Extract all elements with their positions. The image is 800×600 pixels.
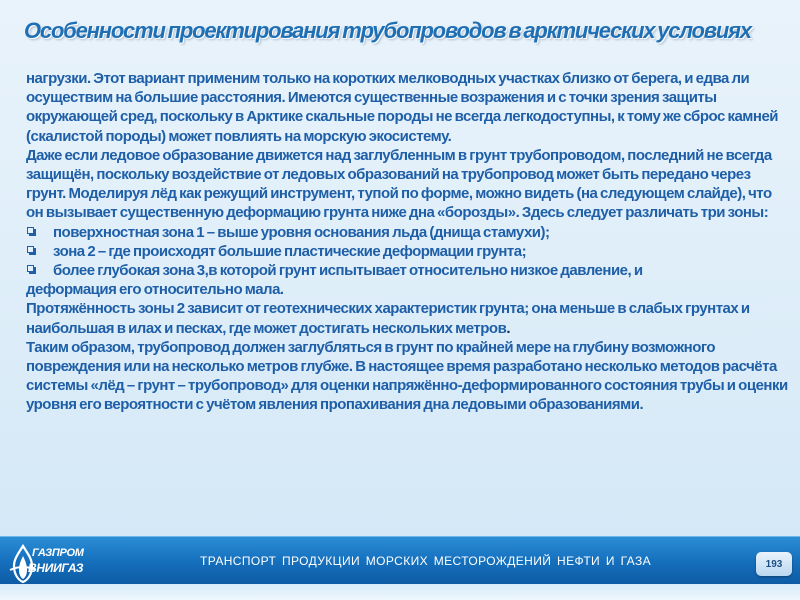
slide-title: Особенности проектирования трубопроводов в арктических условиях xyxy=(24,18,751,43)
list-item xyxy=(26,242,790,261)
page-number-badge: 193 xyxy=(756,552,792,576)
footer-bottom-strip xyxy=(0,584,800,600)
body-text-period: . xyxy=(506,319,510,337)
slide-footer xyxy=(0,536,800,600)
slide-body xyxy=(26,69,790,415)
footer-caption: ТРАНСПОРТ ПРОДУКЦИИ МОРСКИХ МЕСТОРОЖДЕНИЙ НЕФТИ И ГАЗА xyxy=(200,554,651,568)
checkbox-bullet-icon xyxy=(27,227,34,234)
body-paragraph: Даже если ледовое образование движется над заглубленным в грунт трубопроводом, последний не всегда защищён, поскольку воздействие от ледовых образований на трубопровод может быть передано через грунт. Моделируя лёд как режущий инструмент, тупой по форме, можно видеть (на следующем слайде), что он вызывает существенную деформацию грунта ниже дна «борозды». Здесь следует различать три зоны: xyxy=(26,146,772,222)
checkbox-bullet-icon xyxy=(27,265,34,272)
list-item xyxy=(26,261,790,280)
logo-text-bottom: ВНИИГАЗ xyxy=(28,561,84,575)
body-paragraph: Таким образом, трубопровод должен заглубляться в грунт по крайней мере на глубину возможного повреждения или на несколько метров глубже. В настоящее время разработано несколько методов расчёта системы «лёд – грунт – трубопровод» для оценки напряжённо-деформированного состояния трубы и оценки уровня его вероятности с учётом явления пропахивания дна ледовыми образованиями. xyxy=(26,338,788,414)
list-item-text: более глубокая зона 3,в которой грунт испытывает относительно низкое давление, и xyxy=(53,262,643,280)
body-text: Протяжённость зоны 2 зависит от геотехнических характеристик грунта; она меньше в слабых грунтах и наибольшая в илах и песках, где может достигать нескольких метров xyxy=(26,300,750,337)
list-item-text: поверхностная зона 1 – выше уровня основания льда (днища стамухи); xyxy=(53,223,550,241)
list-item-continuation: деформация его относительно мала. xyxy=(26,281,284,299)
checkbox-bullet-icon xyxy=(27,246,34,253)
logo-text-top: ГАЗПРОМ xyxy=(32,547,84,559)
list-item xyxy=(26,223,790,242)
company-logo xyxy=(8,544,100,584)
list-item-text: зона 2 – где происходят большие пластические деформации грунта; xyxy=(53,242,527,260)
body-paragraph: нагрузки. Этот вариант применим только на коротких мелководных участках близко от берега, и едва ли осуществим на большие расстояния. Имеются существенные возражения и с точки зрения защиты окружающей сред, поскольку в Арктике скальные породы не всегда легкодоступны, к тому же сброс камней (скалистой породы) может повлиять на морскую экосистему. xyxy=(26,70,779,145)
body-paragraph xyxy=(26,299,790,337)
